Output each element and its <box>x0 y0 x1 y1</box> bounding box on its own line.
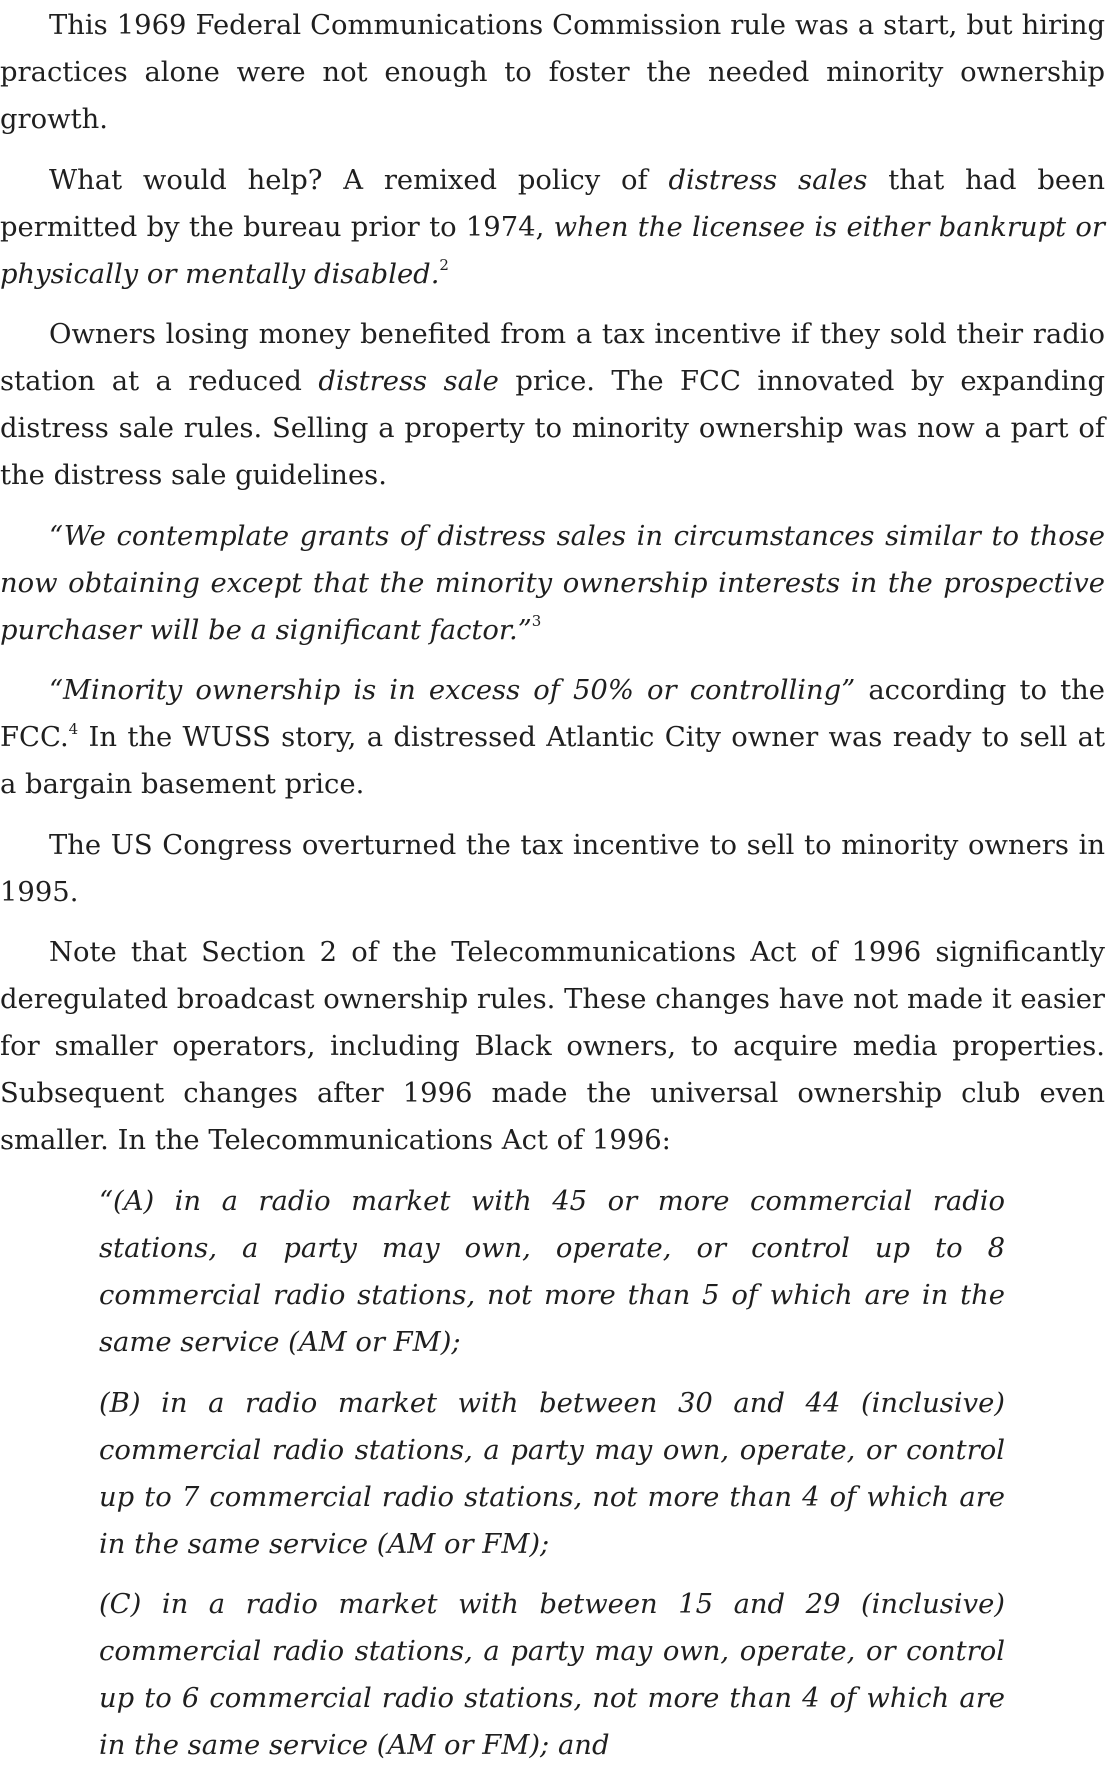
body-text <box>0 2 1105 1164</box>
paragraph-distress-sales-policy <box>0 157 1105 298</box>
italic-text-run: distress sales <box>668 164 868 196</box>
quote-clause-c: (C) in a radio market with between 15 and 29 (inclusive) commercial radio stations, a party may own, operate, or control up to 6 commercial radio stations, not more than 4 of which are in the same service (AM or FM); and <box>99 1589 1005 1761</box>
quote-clause-b: (B) in a radio market with between 30 and 44 (inclusive) commercial radio stations, a party may own, operate, or control up to 7 commercial radio stations, not more than 4 of which are in the same service (AM or FM); <box>99 1387 1005 1560</box>
text-run: Owners losing money benefited from a tax incentive if they sold their radio station at a reduced <box>0 319 1105 397</box>
footnote-marker: 2 <box>439 256 449 275</box>
text-run: that had been permitted by the bureau prior to 1974, <box>0 164 1105 243</box>
paragraph-tax-incentive <box>0 311 1105 499</box>
text-run: What would help? A remixed policy of <box>49 164 669 196</box>
italic-text-run: when the licensee is either bankrupt or physically or mentally disabled. <box>0 211 1105 290</box>
paragraph-hiring-practices <box>0 2 1105 143</box>
text-run: according to the FCC. <box>0 675 1106 753</box>
paragraph-congress-overturned <box>0 822 1105 916</box>
italic-text-run: “We contemplate grants of distress sales in circumstances similar to those now obtaining except that the minority ownership interests in the prospective purchaser will be a significant factor.” <box>0 520 1105 646</box>
quote-clause-a: “(A) in a radio market with 45 or more commercial radio stations, a party may own, operate, or control up to 8 commercial radio stations, not more than 5 of which are in the same service (AM or FM); <box>99 1186 1005 1358</box>
text-run: Note that Section 2 of the Telecommunications Act of 1996 significantly deregulated broadcast ownership rules. These changes have not made it easier for smaller operators, including Black owners, to acquire media properties. Subsequent changes after 1996 made the universal ownership club even smaller. In the Telecommunications Act of 1996: <box>0 937 1105 1156</box>
block-quote-telecom-act <box>99 1178 1005 1769</box>
italic-text-run: “Minority ownership is in excess of 50% or controlling” <box>49 675 856 706</box>
footnote-marker: 4 <box>68 719 79 738</box>
italic-text-run: distress sale <box>318 366 499 397</box>
paragraph-minority-ownership-definition <box>0 667 1105 808</box>
footnote-marker: 3 <box>531 612 542 631</box>
paragraph-fcc-quote-distress-sales <box>0 513 1105 654</box>
text-run: This 1969 Federal Communications Commission rule was a start, but hiring practices alone were not enough to foster the needed minority ownership growth. <box>0 10 1105 135</box>
paragraph-telecommunications-act <box>0 929 1105 1164</box>
text-run: price. The FCC innovated by expanding distress sale rules. Selling a property to minority ownership was now a part of the distress sale guidelines. <box>0 366 1105 491</box>
text-run: In the WUSS story, a distressed Atlantic City owner was ready to sell at a bargain basement price. <box>0 722 1105 800</box>
text-run: The US Congress overturned the tax incentive to sell to minority owners in 1995. <box>0 829 1105 908</box>
